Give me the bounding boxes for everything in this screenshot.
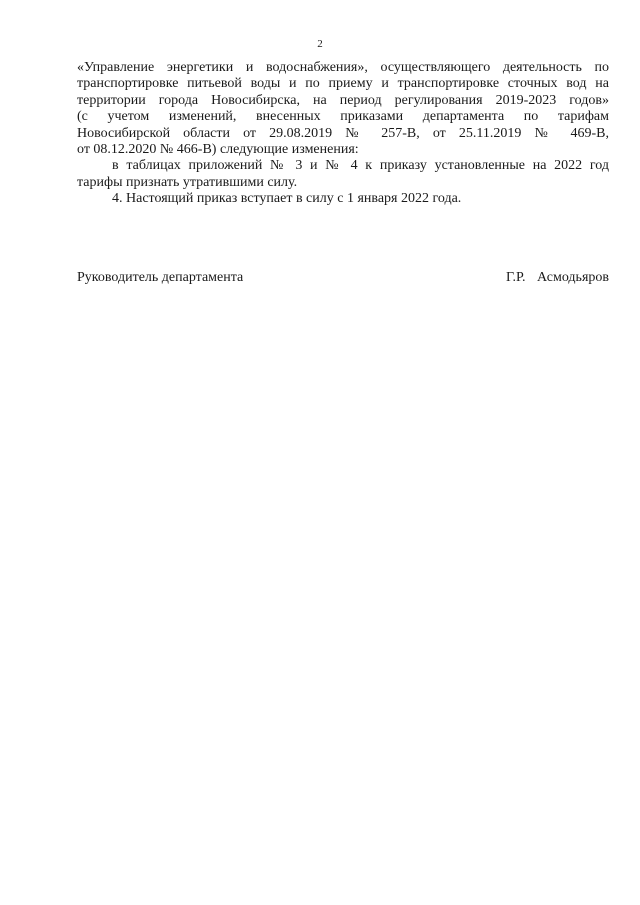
body-line-9: 4. Настоящий приказ вступает в силу с 1 января 2022 года. [112,191,462,207]
signature-name: Г.Р. Асмодьяров [505,270,609,285]
signature-block [77,270,609,286]
body-line-7: в таблицах приложений № 3 и № 4 к приказу установленные на 2022 год [112,158,609,174]
body-line-8: тарифы признать утратившими силу. [77,174,298,190]
body-line-4: (с учетом изменений, внесенных приказами департамента по тарифам [77,109,609,125]
page-number: 2 [317,38,323,50]
body-line-6: от 08.12.2020 № 466-В) следующие изменения: [77,142,359,158]
body-line-3: территории города Новосибирска, на период регулирования 2019-2023 годов» [77,92,609,108]
body-line-5: Новосибирской области от 29.08.2019 № 257-В, от 25.11.2019 № 469-В, [77,125,609,141]
document-body [77,60,609,208]
body-line-1: «Управление энергетики и водоснабжения», осуществляющего деятельность по [77,60,609,75]
body-line-2: транспортировке питьевой воды и по приему и транспортировке сточных вод на [77,76,609,92]
signature-position: Руководитель департамента [77,270,244,285]
